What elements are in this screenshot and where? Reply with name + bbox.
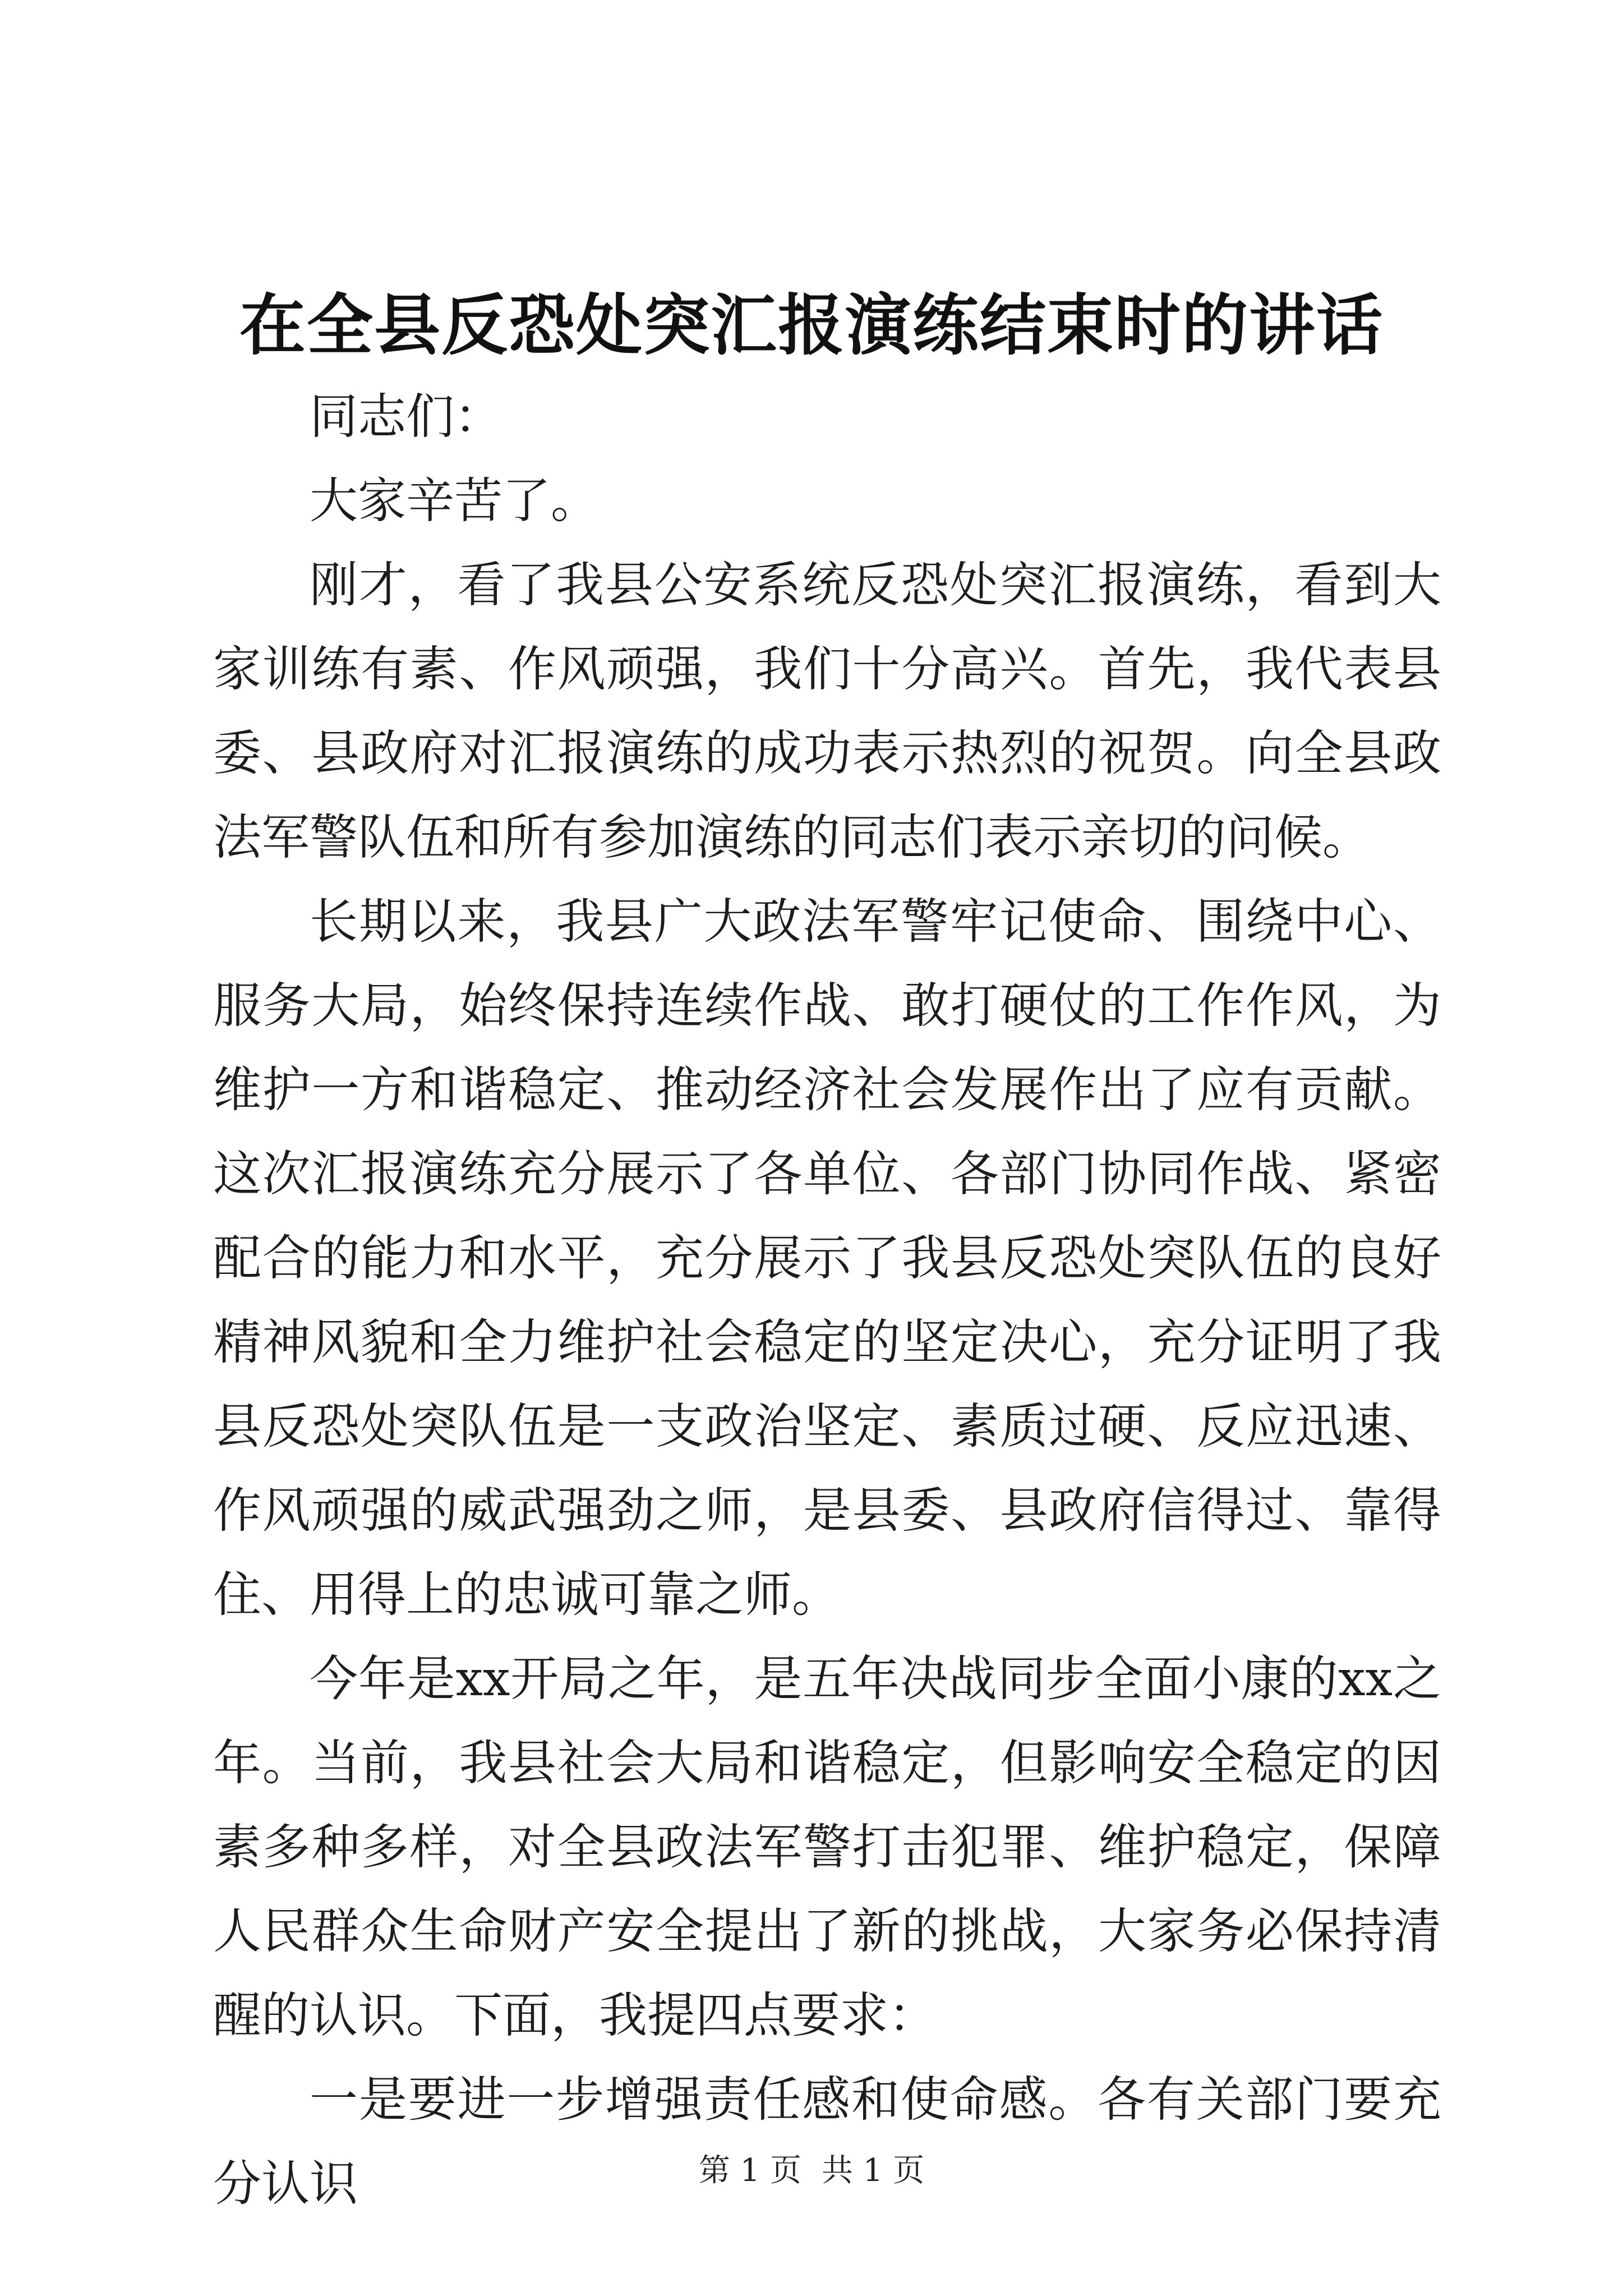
paragraph-opening: 刚才，看了我县公安系统反恐处突汇报演练，看到大家训练有素、作风顽强，我们十分高兴。首先，我代表县委、县政府对汇报演练的成功表示热烈的祝贺。向全县政法军警队伍和所有参加演练的同志们表示亲切的问候。: [213, 557, 1441, 866]
page-total: 共 1 页: [822, 2152, 925, 2189]
page-number: 第 1 页: [698, 2152, 801, 2189]
paragraph-greeting: 大家辛苦了。: [310, 473, 599, 529]
paragraph-salutation: 同志们：: [310, 389, 502, 445]
document-body: [213, 375, 1441, 2226]
paragraph-situation: 今年是xx开局之年，是五年决战同步全面小康的xx之年。当前，我县社会大局和谐稳定，但影响安全稳定的因素多种多样，对全县政法军警打击犯罪、维护稳定，保障人民群众生命财产安全提出了新的挑战，大家务必保持清醒的认识。下面，我提四点要求：: [213, 1651, 1441, 2044]
paragraph-achievements: 长期以来，我县广大政法军警牢记使命、围绕中心、服务大局，始终保持连续作战、敢打硬仗的工作作风，为维护一方和谐稳定、推动经济社会发展作出了应有贡献。这次汇报演练充分展示了各单位、各部门协同作战、紧密配合的能力和水平，充分展示了我县反恐处突队伍的良好精神风貌和全力维护社会稳定的坚定决心，充分证明了我县反恐处突队伍是一支政治坚定、素质过硬、反应迅速、作风顽强的威武强劲之师，是县委、县政府信得过、靠得住、用得上的忠诚可靠之师。: [213, 894, 1441, 1623]
paragraph-requirement-one: 一是要进一步增强责任感和使命感。各有关部门要充分认识: [213, 2072, 1441, 2212]
page-footer: [0, 2148, 1623, 2193]
document-title: 在全县反恐处突汇报演练结束时的讲话: [239, 286, 1384, 364]
